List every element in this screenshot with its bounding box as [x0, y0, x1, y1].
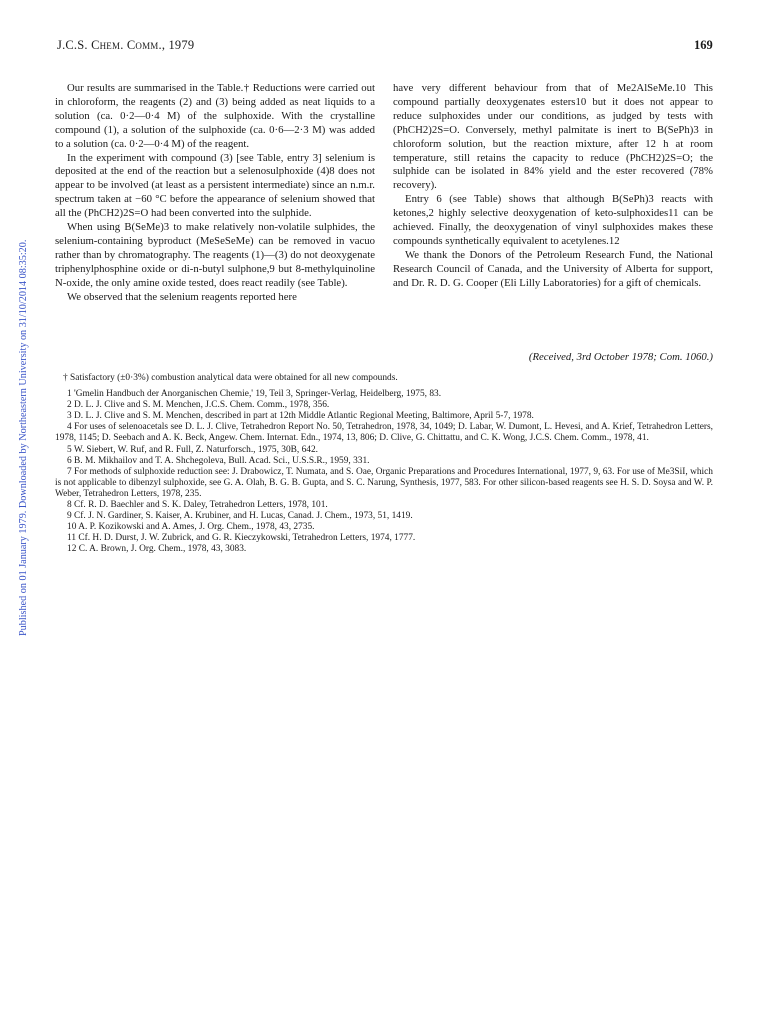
left-column [55, 82, 375, 305]
right-paragraph-2: Entry 6 (see Table) shows that although B(SePh)3 reacts with ketones,2 highly selective deoxygenation of keto-sulphoxides11 can be achieved. Finally, the deoxygenation of vinyl sulphoxides makes these compounds synthetically equivalent to acetylenes.12 [393, 193, 713, 247]
journal-year: , 1979 [161, 38, 195, 52]
reference-12: 12 C. A. Brown, J. Org. Chem., 1978, 43, 3083. [67, 544, 247, 555]
received-date: (Received, 3rd October 1978; Com. 1060.) [528, 351, 713, 363]
download-watermark: Published on 01 January 1979. Downloaded by Northeastern University on 31/10/2014 08:35:20. [18, 239, 29, 636]
journal-citation [57, 38, 194, 53]
right-column [393, 82, 713, 291]
reference-11: 11 Cf. H. D. Durst, J. W. Zubrick, and G. R. Kieczykowski, Tetrahedron Letters, 1974, 1777. [67, 533, 416, 544]
reference-3: 3 D. L. J. Clive and S. M. Menchen, described in part at 12th Middle Atlantic Regional Meeting, Baltimore, April 5-7, 1978. [67, 411, 534, 422]
reference-9: 9 Cf. J. N. Gardiner, S. Kaiser, A. Krubiner, and H. Lucas, Canad. J. Chem., 1973, 51, 1419. [67, 511, 413, 522]
right-paragraph-1: have very different behaviour from that of Me2AlSeMe.10 This compound partially deoxygenates esters10 but it does not appear to reduce sulphoxides under our conditions, as judged by tests with (PhCH2)2S=O. Conversely, methyl palmitate is inert to B(SePh)3 in chloroform solution, but the reaction mixture, after 12 h at room temperature, still retains the capacity to reduce (PhCH2)2S=O; the sulphide can be isolated in 84% yield and the ester recovered (78% recovery). [393, 82, 713, 192]
received-text: Received, 3rd October 1978; Com. 1060. [532, 351, 710, 363]
journal-prefix: J.C.S. [57, 38, 92, 52]
left-paragraph-3: When using B(SeMe)3 to make relatively non-volatile sulphides, the selenium-containing byproduct (MeSeSeMe) can be removed in vacuo rather than by chromatography. The reagents (1)—(3) do not deoxygenate triphenylphosphine oxide or di-n-butyl sulphone,9 but 8-methylquinoline N-oxide, the only amine oxide tested, does react readily (see Table). [55, 221, 375, 289]
page-number: 169 [694, 38, 713, 52]
reference-8: 8 Cf. R. D. Baechler and S. K. Daley, Tetrahedron Letters, 1978, 101. [67, 500, 328, 511]
reference-6: 6 B. M. Mikhailov and T. A. Shchegoleva, Bull. Acad. Sci., U.S.S.R., 1959, 331. [67, 455, 370, 466]
reference-7: 7 For methods of sulphoxide reduction see: J. Drabowicz, T. Numata, and S. Oae, Organic Preparations and Procedures International, 1977, 9, 63. For use of Me3SiI, which is not applicable to dibenzyl sulphoxide, see G. A. Olah, B. G. B. Gupta, and S. C. Narung, Synthesis, 1977, 583. For other silicon-based reagents see H. S. D. Soysa and W. P. Weber, Tetrahedron Letters, 1978, 235. [55, 466, 713, 499]
journal-name: Chem. Comm. [91, 38, 162, 52]
left-paragraph-2: In the experiment with compound (3) [see Table, entry 3] selenium is deposited at the end of the reaction but a selenosulphoxide (4)8 does not appear to be involved (at least as a persistent intermediate) since an n.m.r. spectrum taken at −60 °C before the appearance of selenium showed that all the (PhCH2)2S=O had been converted into the sulphide. [55, 151, 375, 220]
right-paragraph-3: We thank the Donors of the Petroleum Research Fund, the National Research Council of Canada, and the University of Alberta for support, and Dr. R. D. G. Cooper (Eli Lilly Laboratories) for a gift of chemicals. [393, 248, 713, 289]
reference-10: 10 A. P. Kozikowski and A. Ames, J. Org. Chem., 1978, 43, 2735. [67, 522, 315, 533]
reference-4: 4 For uses of selenoacetals see D. L. J. Clive, Tetrahedron Report No. 50, Tetrahedron, 1978, 34, 1049; D. Labar, W. Dumont, L. Hevesi, and A. Krief, Tetrahedron Letters, 1978, 1145; D. Seebach and A. K. Beck, Angew. Chem. Internat. Edn., 1974, 13, 806; D. Clive, G. Chittattu, and C. K. Wong, J.C.S. Chem. Comm., 1978, 41. [55, 422, 713, 444]
left-paragraph-4: We observed that the selenium reagents reported here [67, 290, 297, 303]
dagger-footnote: † Satisfactory (±0·3%) combustion analytical data were obtained for all new compounds. [63, 373, 398, 383]
reference-5: 5 W. Siebert, W. Ruf, and R. Full, Z. Naturforsch., 1975, 30B, 642. [67, 444, 319, 455]
running-header [0, 38, 771, 56]
reference-2: 2 D. L. J. Clive and S. M. Menchen, J.C.S. Chem. Comm., 1978, 356. [67, 400, 330, 411]
footnotes [55, 373, 713, 556]
left-paragraph-1: Our results are summarised in the Table.† Reductions were carried out in chloroform, the reagents (2) and (3) being added as neat liquids to a solution (ca. 0·2—0·4 M) of the sulphoxide. With the crystalline compound (1), a solution of the sulphoxide (ca. 0·6—2·3 M) was added to a solution (ca. 0·2—0·4 M) of the reagent. [55, 82, 375, 150]
reference-1: 1 'Gmelin Handbuch der Anorganischen Chemie,' 19, Teil 3, Springer-Verlag, Heidelberg, 1975, 83. [67, 389, 442, 400]
